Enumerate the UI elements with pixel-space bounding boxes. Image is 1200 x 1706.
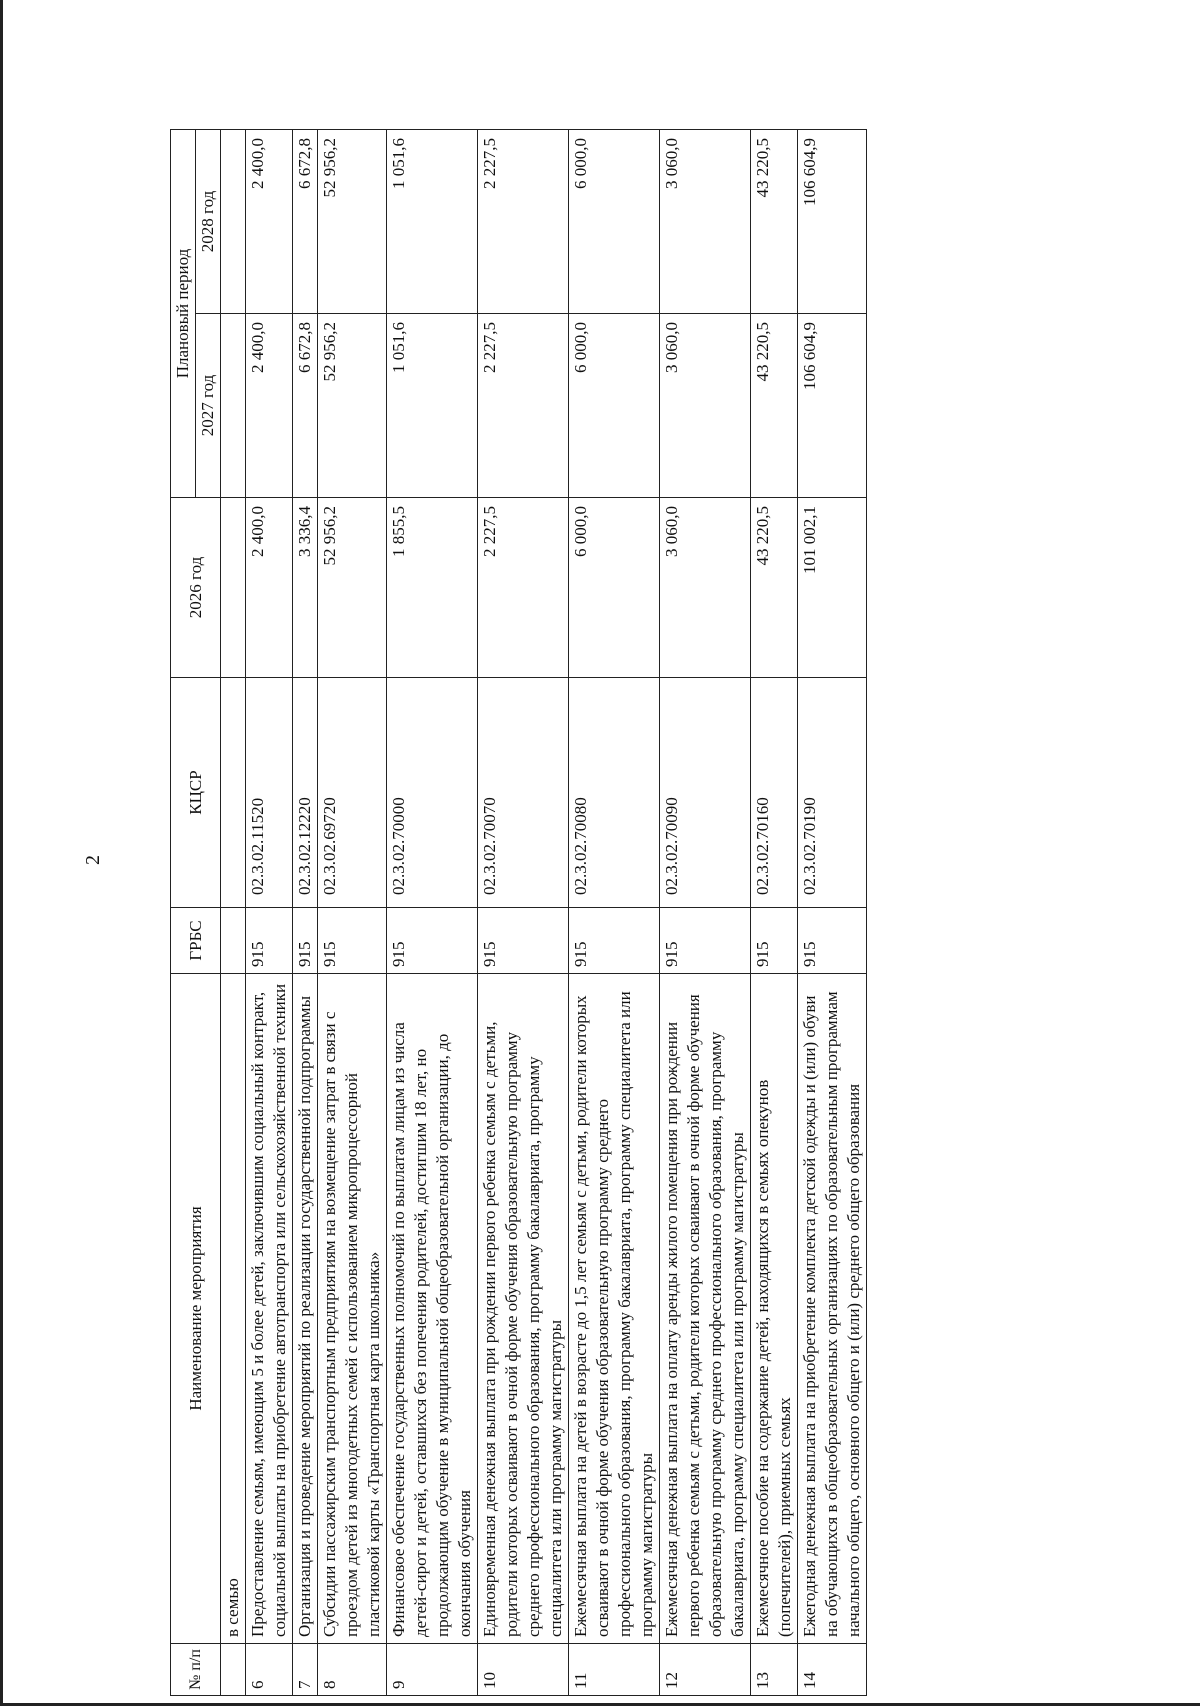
event-name: Ежемесячная денежная выплата на оплату аренды жилого помещения при рождении первого ребенка семьям с детьми, родители которых осваивают в очной форме обучения образовательную программу среднего профессионального образования, программу бакалавриата, программу специалитета или программу магистратуры bbox=[660, 974, 751, 1644]
kcsr-code: 02.3.02.70080 bbox=[569, 678, 660, 908]
page-number: 2 bbox=[82, 855, 104, 865]
header-planned-period: Плановый период bbox=[171, 129, 196, 497]
value-2026: 43 220,5 bbox=[751, 498, 798, 678]
budget-table bbox=[170, 129, 867, 1696]
event-name: Финансовое обеспечение государственных полномочий по выплатам лицам из числа детей-сирот и детей, оставшихся без попечения родителей, достигшим 18 лет, но продолжающим обучение в муниципальной общеобразовательной организации, до окончания обучения bbox=[387, 974, 478, 1644]
value-2026: 6 000,0 bbox=[569, 498, 660, 678]
value-2026: 3 060,0 bbox=[660, 498, 751, 678]
kcsr-code: 02.3.02.11520 bbox=[246, 678, 293, 908]
value-2028: 106 604,9 bbox=[798, 129, 867, 313]
value-2026: 52 956,2 bbox=[318, 498, 387, 678]
header-row bbox=[171, 129, 196, 1695]
value-2028: 6 000,0 bbox=[569, 129, 660, 313]
grbs-code: 915 bbox=[798, 908, 867, 974]
table-row bbox=[660, 129, 751, 1695]
event-name: Организация и проведение мероприятий по реализации государственной подпрограммы bbox=[293, 974, 318, 1644]
header-2027: 2027 год bbox=[196, 314, 221, 498]
row-number: 10 bbox=[478, 1644, 569, 1696]
value-2028: 2 400,0 bbox=[246, 129, 293, 313]
grbs-code: 915 bbox=[478, 908, 569, 974]
value-2027: 52 956,2 bbox=[318, 314, 387, 498]
value-2028: 3 060,0 bbox=[660, 129, 751, 313]
kcsr-code: 02.3.02.12220 bbox=[293, 678, 318, 908]
grbs-code: 915 bbox=[293, 908, 318, 974]
continuation-text: в семью bbox=[221, 974, 246, 1644]
rotated-table-container bbox=[170, 130, 1050, 1696]
value-2028: 2 227,5 bbox=[478, 129, 569, 313]
table-row bbox=[798, 129, 867, 1695]
value-2027: 6 000,0 bbox=[569, 314, 660, 498]
value-2026: 101 002,1 bbox=[798, 498, 867, 678]
grbs-code: 915 bbox=[246, 908, 293, 974]
value-2026: 3 336,4 bbox=[293, 498, 318, 678]
header-name: Наименование мероприятия bbox=[171, 974, 221, 1644]
value-2026: 2 227,5 bbox=[478, 498, 569, 678]
value-2027: 2 227,5 bbox=[478, 314, 569, 498]
header-grbs: ГРБС bbox=[171, 908, 221, 974]
row-number: 13 bbox=[751, 1644, 798, 1696]
value-2027: 43 220,5 bbox=[751, 314, 798, 498]
table-row bbox=[569, 129, 660, 1695]
kcsr-code: 02.3.02.69720 bbox=[318, 678, 387, 908]
table-row bbox=[318, 129, 387, 1695]
event-name: Предоставление семьям, имеющим 5 и более детей, заключившим социальный контракт, социальной выплаты на приобретение автотранспорта или сельскохозяйственной техники bbox=[246, 974, 293, 1644]
value-2026: 2 400,0 bbox=[246, 498, 293, 678]
grbs-code: 915 bbox=[751, 908, 798, 974]
event-name: Субсидии пассажирским транспортным предприятиям на возмещение затрат в связи с проездом детей из многодетных семей с использованием микропроцессорной пластиковой карты «Транспортная карта школьника» bbox=[318, 974, 387, 1644]
table-row bbox=[478, 129, 569, 1695]
row-number: 12 bbox=[660, 1644, 751, 1696]
event-name: Единовременная денежная выплата при рождении первого ребенка семьям с детьми, родители которых осваивают в очной форме обучения образовательную программу среднего профессионального образования, программу бакалавриата, программу специалитета или программу магистратуры bbox=[478, 974, 569, 1644]
value-2028: 52 956,2 bbox=[318, 129, 387, 313]
value-2028: 43 220,5 bbox=[751, 129, 798, 313]
value-2027: 106 604,9 bbox=[798, 314, 867, 498]
event-name: Ежемесячное пособие на содержание детей, находящихся в семьях опекунов (попечителей), приемных семьях bbox=[751, 974, 798, 1644]
value-2027: 3 060,0 bbox=[660, 314, 751, 498]
header-2028: 2028 год bbox=[196, 129, 221, 313]
value-2027: 6 672,8 bbox=[293, 314, 318, 498]
row-number: 7 bbox=[293, 1644, 318, 1696]
value-2028: 6 672,8 bbox=[293, 129, 318, 313]
value-2026: 1 855,5 bbox=[387, 498, 478, 678]
row-number: 9 bbox=[387, 1644, 478, 1696]
table-row bbox=[387, 129, 478, 1695]
kcsr-code: 02.3.02.70000 bbox=[387, 678, 478, 908]
continuation-row bbox=[221, 129, 246, 1695]
grbs-code: 915 bbox=[387, 908, 478, 974]
event-name: Ежегодная денежная выплата на приобретение комплекта детской одежды и (или) обуви на обучающихся в общеобразовательных организациях по образовательным программам начального общего, основного общего и (или) среднего общего образования bbox=[798, 974, 867, 1644]
kcsr-code: 02.3.02.70070 bbox=[478, 678, 569, 908]
row-number: 11 bbox=[569, 1644, 660, 1696]
table-row bbox=[293, 129, 318, 1695]
event-name: Ежемесячная выплата на детей в возрасте до 1,5 лет семьям с детьми, родители которых осваивают в очной форме обучения образовательную программу среднего профессионального образования, программу бакалавриата, программу специалитета или программу магистратуры bbox=[569, 974, 660, 1644]
kcsr-code: 02.3.02.70160 bbox=[751, 678, 798, 908]
row-number: 6 bbox=[246, 1644, 293, 1696]
header-num: № п/п bbox=[171, 1644, 221, 1696]
table-row bbox=[246, 129, 293, 1695]
table-row bbox=[751, 129, 798, 1695]
kcsr-code: 02.3.02.70090 bbox=[660, 678, 751, 908]
grbs-code: 915 bbox=[318, 908, 387, 974]
header-kcsr: КЦСР bbox=[171, 678, 221, 908]
value-2027: 2 400,0 bbox=[246, 314, 293, 498]
value-2027: 1 051,6 bbox=[387, 314, 478, 498]
grbs-code: 915 bbox=[569, 908, 660, 974]
row-number: 14 bbox=[798, 1644, 867, 1696]
header-2026: 2026 год bbox=[171, 498, 221, 678]
grbs-code: 915 bbox=[660, 908, 751, 974]
table-body bbox=[221, 129, 867, 1695]
kcsr-code: 02.3.02.70190 bbox=[798, 678, 867, 908]
value-2028: 1 051,6 bbox=[387, 129, 478, 313]
row-number: 8 bbox=[318, 1644, 387, 1696]
